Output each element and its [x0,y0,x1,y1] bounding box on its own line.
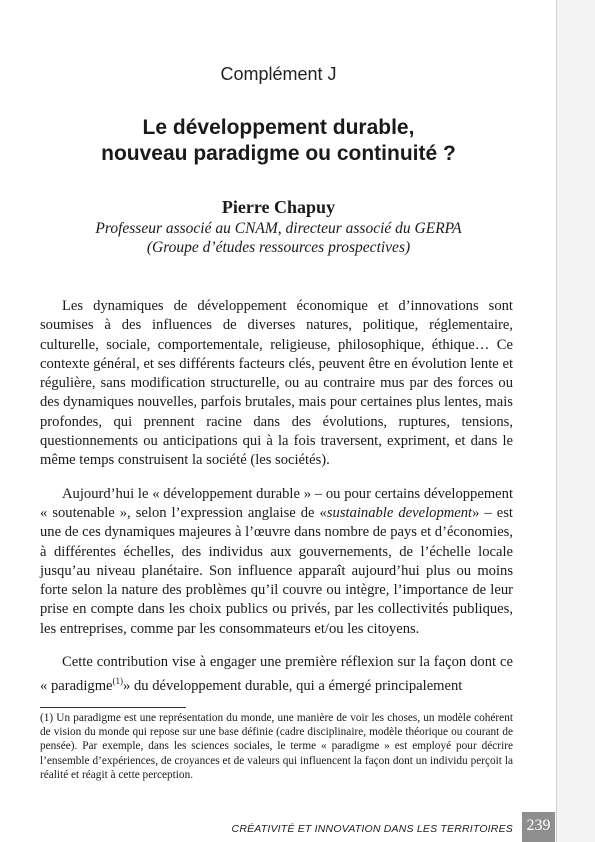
affiliation-line-1: Professeur associé au CNAM, directeur associé du GERPA [95,220,462,237]
page-number: 239 [522,812,555,842]
page-title [0,115,557,167]
footnote-separator [40,707,186,708]
paragraph-2-start: Aujourd’hui le « développement durable » – ou pour certains développement « soutenable », selon l’expression anglaise de « [40,485,513,521]
footnote: (1) Un paradigme est une représentation du monde, une manière de voir les choses, un modèle cohérent de vision du monde qui repose sur une base définie (cadre disciplinaire, modèle théorique ou courant de pensée). Par exemple, dans les sciences sociales, le terme « paradigme » est employé pour décrire l’ensemble d’expériences, de croyances et de valeurs qui influencent la façon dont un individu perçoit la réalité et réagit à cette perception. [40,712,513,781]
affiliation-line-2: (Groupe d’études ressources prospectives) [146,239,411,256]
paragraph-3 [40,653,513,696]
paragraph-1: Les dynamiques de développement économique et d’innovations sont soumises à des influences de diverses natures, politique, réglementaire, culturelle, sociale, comportementale, religieuse, philosophique, éthique… Ce contexte général, et ses différents facteurs clés, peuvent être en évolution lente et régulière, sans modification structurelle, ou au contraire mus par des forces ou des dynamiques nouvelles, parfois brutales, mais pour certaines plus lentes, mais profondes, qui prennent racine dans des évolutions, ruptures, tensions, questionnements ou anticipations qui à la fois traversent, expriment, et dans le même temps construisent la société (les sociétés). [40,298,513,469]
author-affiliation [0,219,557,257]
body-text [40,297,513,711]
paragraph-2-end: » – est une de ces dynamiques majeures à l’œuvre dans nombre de pays et d’économies, à différentes échelles, des individus aux gouvernements, de l’échelle locale jusqu’au niveau planétaire. Son influence apparaît aujourd’hui plus ou moins forte selon la nature des problèmes qu’il couvre ou intègre, l’importance de leur prise en compte dans les choix publics ou privés, par les collectivités publiques, les entreprises, comme par les consommateurs et/ou les citoyens. [40,504,513,637]
paragraph-3-end: » du développement durable, qui a émergé principalement [123,678,463,695]
title-line-2: nouveau paradigme ou continuité ? [101,142,456,165]
footnote-reference: (1) [112,676,124,687]
paragraph-3-start: Cette contribution vise à engager une première réflexion sur la façon dont ce « paradigme [40,654,513,695]
complement-label: Complément J [220,64,337,84]
title-line-1: Le développement durable, [142,116,415,139]
paragraph-2 [40,485,513,639]
paragraph-2-italic: sustainable development [326,504,473,521]
running-footer: CRÉATIVITÉ ET INNOVATION DANS LES TERRITOIRES [231,823,513,835]
page-edge [556,0,595,842]
author-name: Pierre Chapuy [221,197,336,217]
